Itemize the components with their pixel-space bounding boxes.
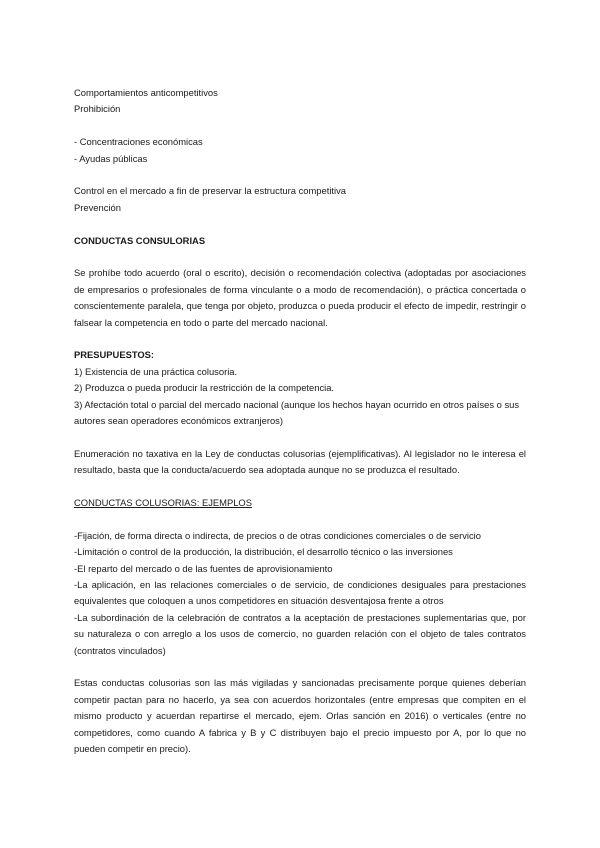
ejemplo-item: -El reparto del mercado o de las fuentes de aprovisionamiento <box>74 562 333 574</box>
consulorias-paragraph: Se prohíbe todo acuerdo (oral o escrito), decisión o recomendación colectiva (adoptadas por asociaciones de empresarios o profesionales de forma vinculante o a modo de recomendación), o práctica concertada o conscientemente paralela, que tenga por objeto, produzca o pueda producir el efecto de impedir, restringir o falsear la competencia en todo o parte del mercado nacional. <box>74 267 526 328</box>
control-line-2: Prevención <box>74 201 121 213</box>
section-title-ejemplos: CONDUCTAS COLUSORIAS: EJEMPLOS <box>74 497 252 509</box>
presupuestos-title: PRESUPUESTOS: <box>74 349 155 361</box>
ejemplo-item: -La aplicación, en las relaciones comerciales o de servicio, de condiciones desiguales para prestaciones equivalentes que coloquen a unos competidores en situación desventajosa frente a otros <box>74 579 526 607</box>
presupuesto-item: 3) Afectación total o parcial del mercado nacional (aunque los hechos hayan ocurrido en otros países o sus autores sean operadores económicos extranjeros) <box>74 398 520 427</box>
document-body <box>74 85 526 758</box>
enumeracion-paragraph: Enumeración no taxativa en la Ley de conductas colusorias (ejemplificativas). Al legislador no le interesa el resultado, basta que la conducta/acuerdo sea adoptada aunque no se produzca el resultado. <box>74 447 526 476</box>
section-title-consulorias: CONDUCTAS CONSULORIAS <box>74 234 206 246</box>
ejemplo-item: -Limitación o control de la producción, la distribución, el desarrollo técnico o las inversiones <box>74 546 453 558</box>
header-line-1: Comportamientos anticompetitivos <box>74 87 218 98</box>
header-line-2: Prohibición <box>74 103 121 115</box>
ejemplo-item: -Fijación, de forma directa o indirecta, de precios o de otras condiciones comerciales o de servicio <box>74 529 481 541</box>
control-line-1: Control en el mercado a fin de preservar la estructura competitiva <box>74 185 347 197</box>
list-item: - Ayudas públicas <box>74 152 148 164</box>
ejemplo-item: -La subordinación de la celebración de contratos a la aceptación de prestaciones suplementarias que, por su naturaleza o con arreglo a los usos de comercio, no guarden relación con el objeto de tales contratos (contratos vinculados) <box>74 611 526 656</box>
list-item: - Concentraciones económicas <box>74 136 203 148</box>
presupuesto-item: 2) Produzca o pueda producir la restricción de la competencia. <box>74 382 335 394</box>
closing-paragraph: Estas conductas colusorias son las más vigiladas y sancionadas precisamente porque quienes deberían competir pactan para no hacerlo, ya sea con acuerdos horizontales (entre empresas que compiten en el mismo producto y acuerdan repartirse el mercado, ejem. Orlas sanción en 2016) o verticales (entre no competidores, como cuando A fabrica y B y C distribuyen bajo el precio impuesto por A, por lo que no pueden competir en precio). <box>74 677 526 755</box>
presupuesto-item: 1) Existencia de una práctica colusoria. <box>74 365 238 377</box>
